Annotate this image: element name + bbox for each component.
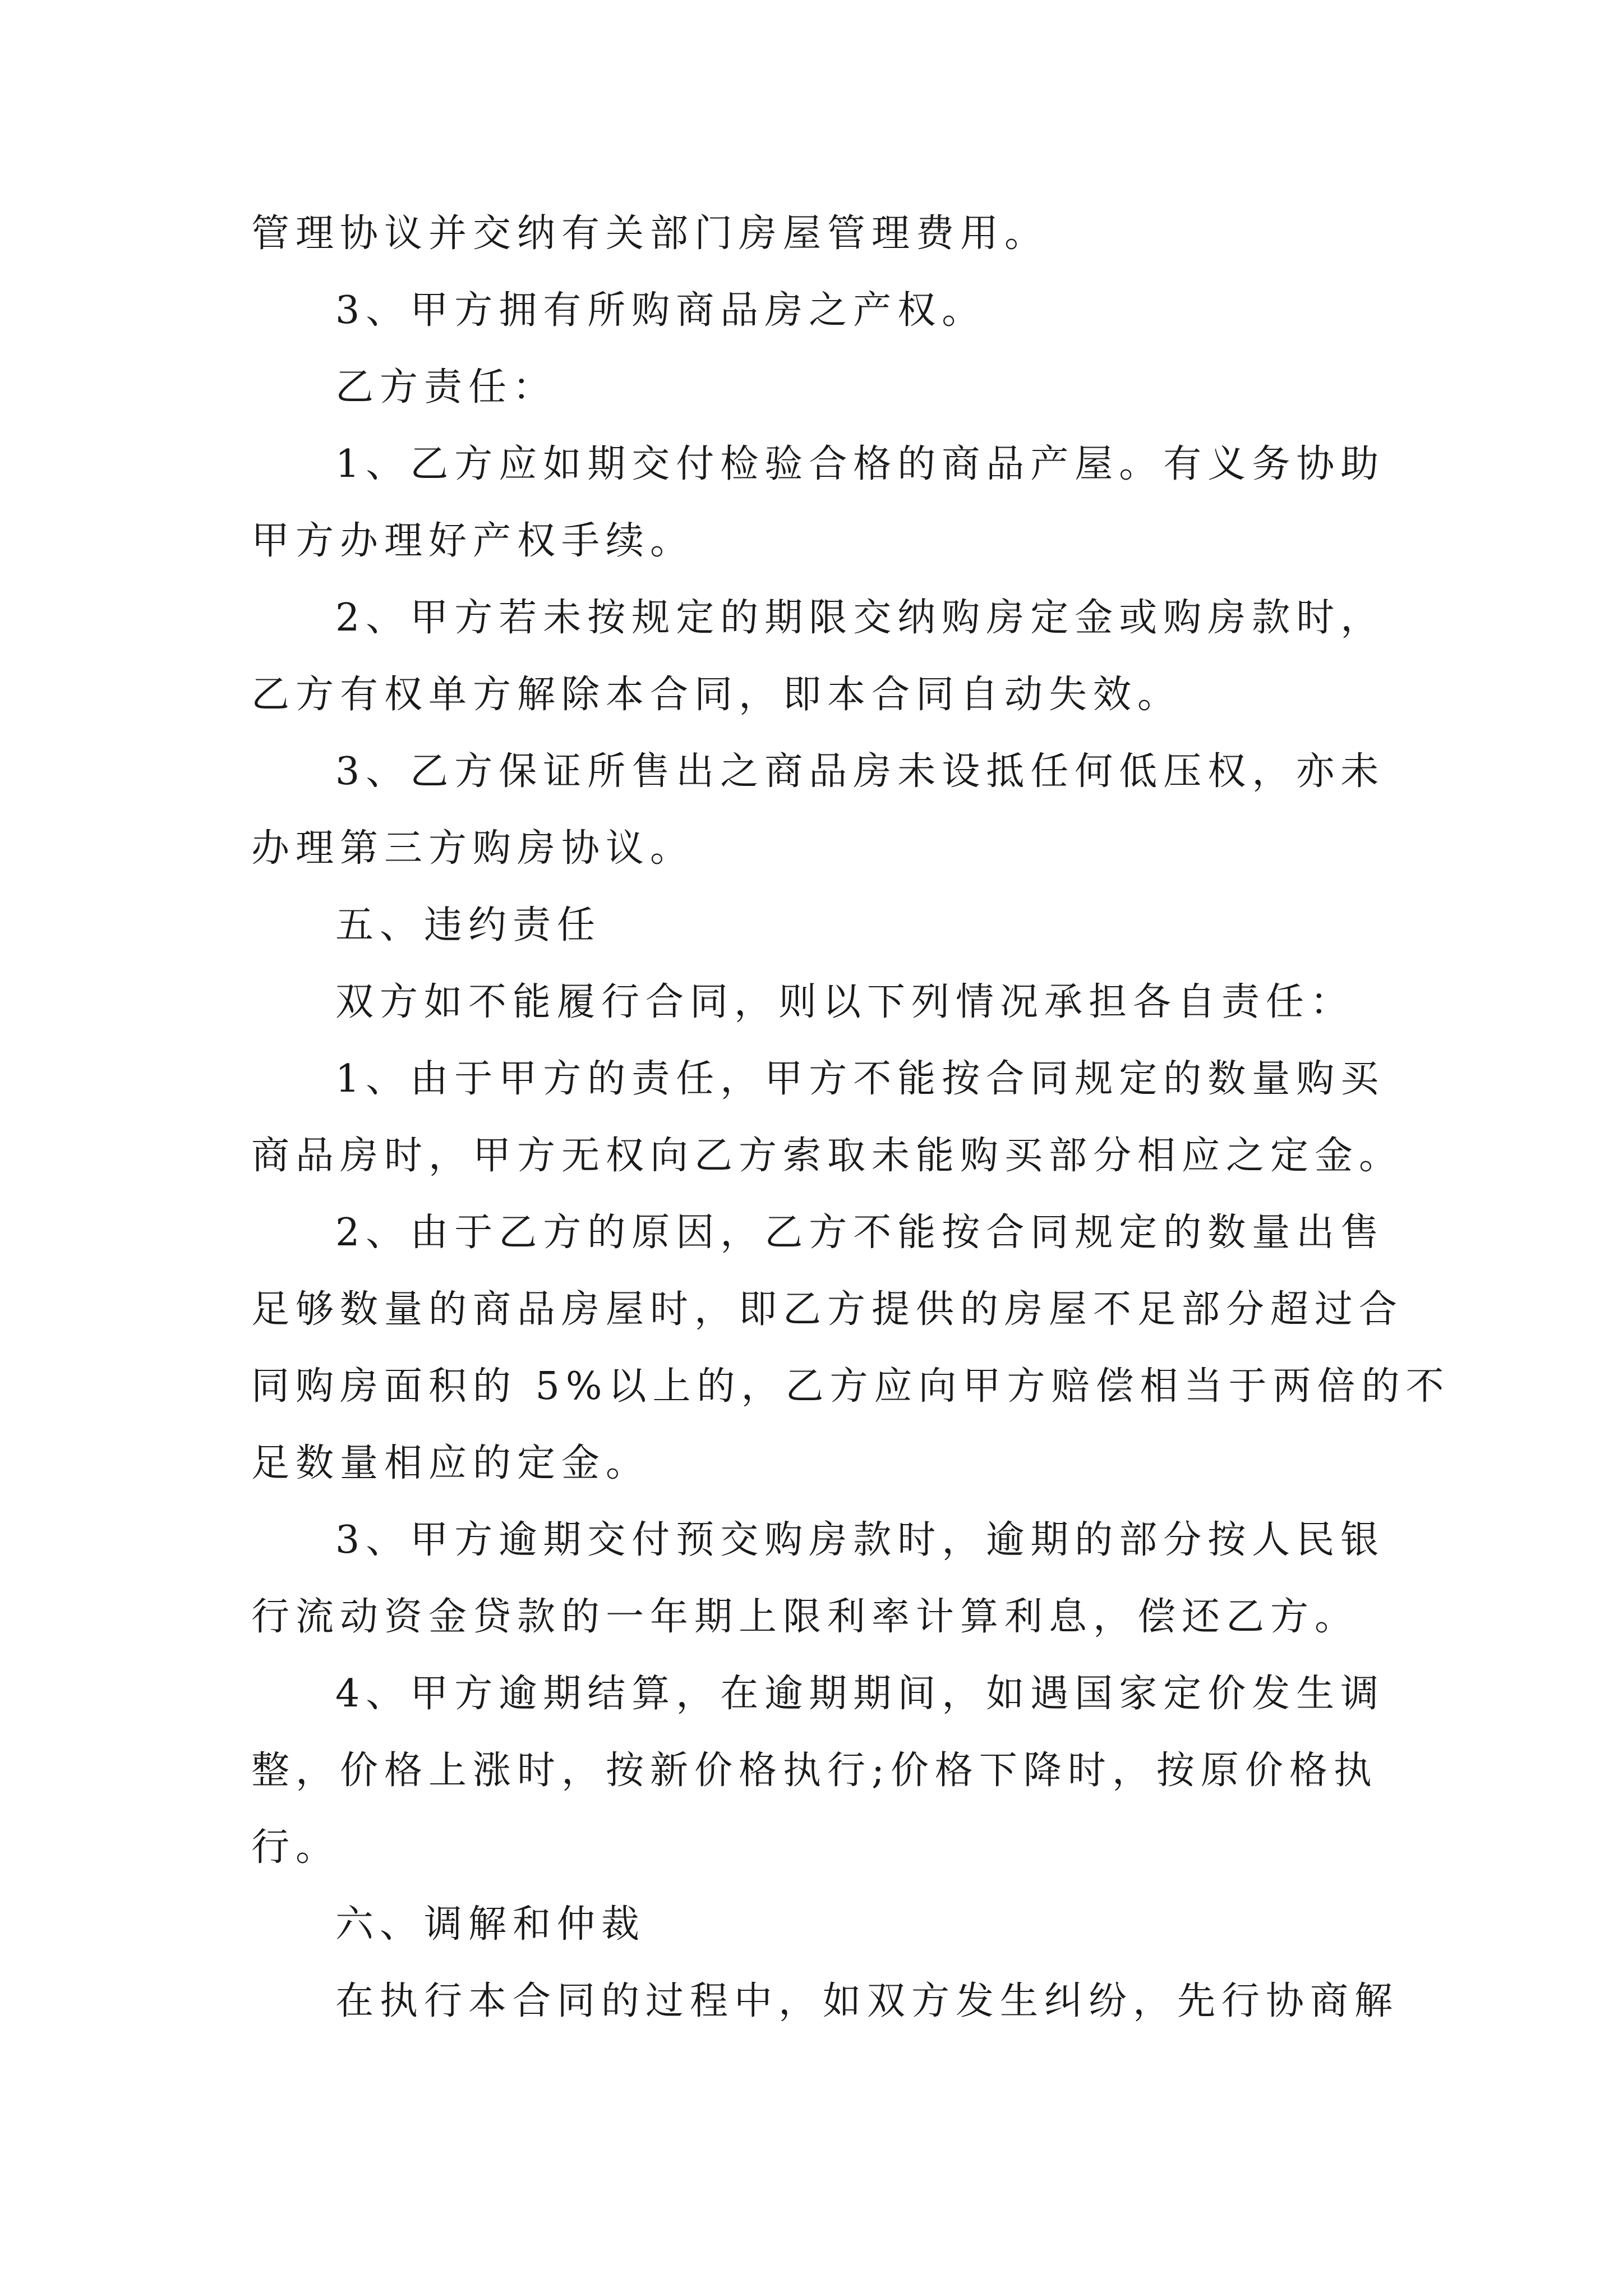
paragraph-line: 在执行本合同的过程中，如双方发生纠纷，先行协商解 (335, 1979, 1399, 2023)
paragraph-line: 办理第三方购房协议。 (251, 826, 695, 871)
paragraph-line: 3、甲方拥有所购商品房之产权。 (335, 288, 986, 333)
paragraph-line: 足数量相应的定金。 (251, 1441, 651, 1485)
paragraph-line: 3、甲方逾期交付预交购房款时，逾期的部分按人民银 (335, 1518, 1385, 1562)
paragraph-line: 足够数量的商品房屋时，即乙方提供的房屋不足部分超过合 (251, 1287, 1404, 1332)
paragraph-line: 管理协议并交纳有关部门房屋管理费用。 (251, 211, 1049, 256)
paragraph-line: 2、甲方若未按规定的期限交纳购房定金或购房款时， (335, 596, 1385, 640)
paragraph-line: 4、甲方逾期结算，在逾期期间，如遇国家定价发生调 (335, 1672, 1385, 1716)
paragraph-line: 行。 (251, 1825, 340, 1870)
paragraph-line: 行流动资金贷款的一年期上限利率计算利息，偿还乙方。 (251, 1595, 1359, 1639)
paragraph-line: 乙方有权单方解除本合同，即本合同自动失效。 (251, 673, 1182, 717)
paragraph-line: 商品房时，甲方无权向乙方索取未能购买部分相应之定金。 (251, 1134, 1404, 1178)
paragraph-line: 同购房面积的 5%以上的，乙方应向甲方赔偿相当于两倍的不 (251, 1364, 1450, 1409)
section-heading: 五、违约责任 (335, 903, 602, 947)
paragraph-line: 1、乙方应如期交付检验合格的商品产屋。有义务协助 (335, 442, 1385, 486)
paragraph-line: 2、由于乙方的原因，乙方不能按合同规定的数量出售 (335, 1211, 1385, 1255)
paragraph-line: 整，价格上涨时，按新价格执行;价格下降时，按原价格执 (251, 1749, 1378, 1793)
paragraph-line: 双方如不能履行合同，则以下列情况承担各自责任： (335, 980, 1355, 1024)
paragraph-line: 甲方办理好产权手续。 (251, 519, 695, 563)
section-heading: 六、调解和仲裁 (335, 1902, 646, 1947)
paragraph-line: 3、乙方保证所售出之商品房未设抵任何低压权，亦未 (335, 749, 1385, 794)
paragraph-line: 1、由于甲方的责任，甲方不能按合同规定的数量购买 (335, 1057, 1385, 1101)
paragraph-line: 乙方责任： (335, 365, 557, 409)
